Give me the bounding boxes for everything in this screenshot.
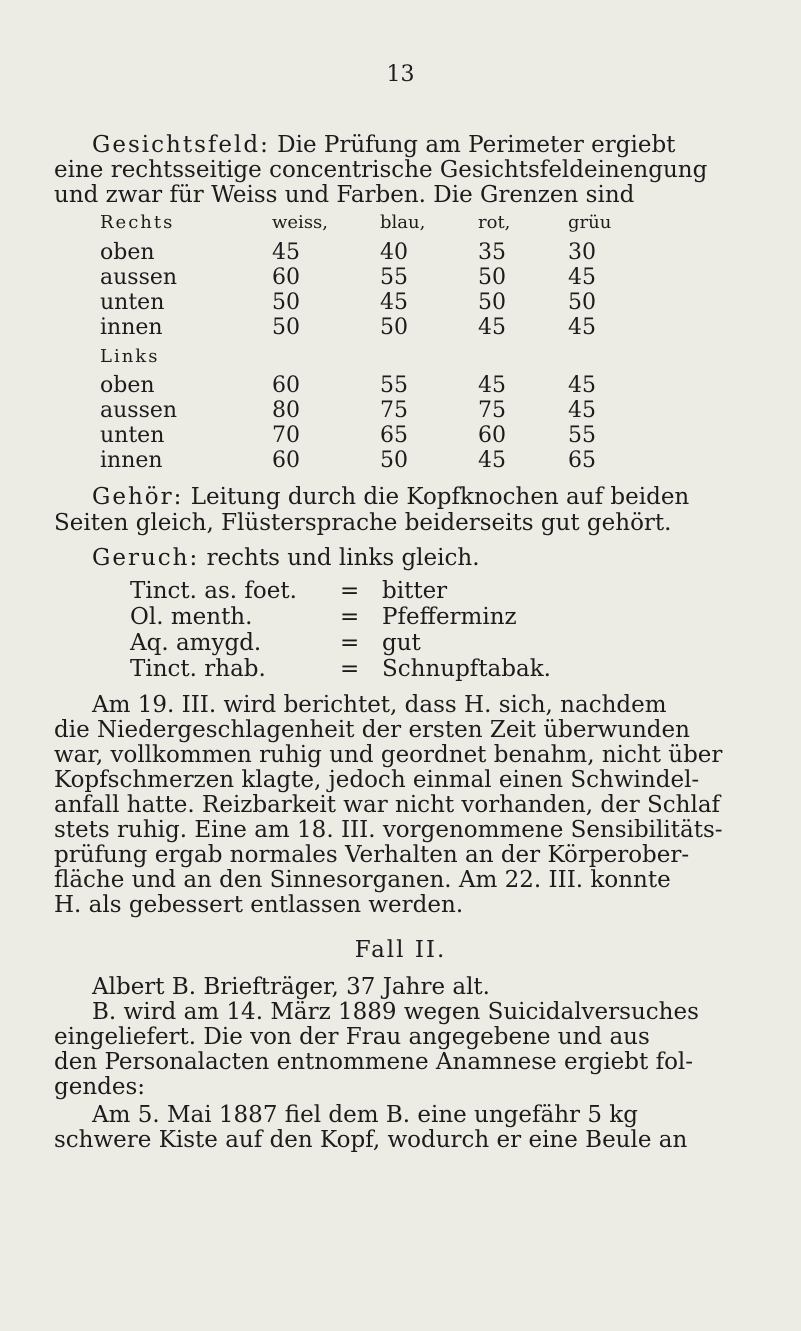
links-label: Links (100, 346, 160, 367)
paragraph1-line: Am 19. III. wird berichtet, dass H. sich, nachdem (92, 692, 667, 718)
gesichtsfeld-heading: Gesichtsfeld: (92, 132, 270, 158)
cell: 55 (568, 423, 596, 448)
cell: 35 (478, 240, 506, 265)
gesichtsfeld-line-2: eine rechtsseitige concentrische Gesichtsfeldeinengung (54, 157, 708, 183)
cell: 50 (478, 290, 506, 315)
geruch-text: rechts und links gleich. (206, 545, 480, 571)
paragraph2-line: den Personalacten entnommene Anamnese ergiebt fol- (54, 1049, 694, 1075)
table-row (100, 448, 660, 478)
row-label: innen (100, 315, 163, 340)
cell: 45 (478, 315, 506, 340)
cell: 45 (568, 398, 596, 423)
cell: 75 (478, 398, 506, 423)
equals-sign: = (340, 578, 360, 604)
cell: 50 (380, 315, 408, 340)
row-label: oben (100, 373, 155, 398)
paragraph2-line: eingeliefert. Die von der Frau angegebene und aus (54, 1024, 650, 1050)
paragraph2-line: schwere Kiste auf den Kopf, wodurch er eine Beule an (54, 1127, 688, 1153)
cell: 75 (380, 398, 408, 423)
cell: 70 (272, 423, 300, 448)
paragraph1-line: prüfung ergab normales Verhalten an der Körperober- (54, 842, 690, 868)
cell: 45 (568, 315, 596, 340)
row-label: innen (100, 448, 163, 473)
links-header-row (100, 346, 660, 376)
geruch-heading: Geruch: (92, 545, 200, 571)
table-header-row (100, 212, 660, 242)
cell: 45 (478, 448, 506, 473)
gesichtsfeld-text: Die Prüfung am Perimeter ergiebt (277, 132, 676, 158)
cell: 50 (272, 315, 300, 340)
page-number: 13 (386, 62, 415, 87)
paragraph2-line: gendes: (54, 1074, 146, 1100)
cell: 55 (380, 265, 408, 290)
geruch-substance: Ol. menth. (130, 604, 253, 630)
cell: 45 (380, 290, 408, 315)
paragraph2-line: B. wird am 14. März 1889 wegen Suicidalversuches (92, 999, 699, 1025)
paragraph2-line: Albert B. Briefträger, 37 Jahre alt. (92, 974, 490, 1000)
gehoer-line-2: Seiten gleich, Flüstersprache beiderseits gut gehört. (54, 510, 672, 536)
cell: 65 (380, 423, 408, 448)
table-row (100, 315, 660, 345)
gehoer-text: Leitung durch die Kopfknochen auf beiden (190, 484, 690, 510)
row-label: oben (100, 240, 155, 265)
cell: 45 (272, 240, 300, 265)
cell: 55 (380, 373, 408, 398)
geruch-result: Pfefferminz (382, 604, 517, 630)
column-header: weiss, (272, 212, 329, 233)
gehoer-heading: Gehör: (92, 484, 184, 510)
cell: 50 (568, 290, 596, 315)
row-label: unten (100, 290, 165, 315)
paragraph1-line: war, vollkommen ruhig und geordnet benahm, nicht über (54, 742, 723, 768)
case-heading: Fall II. (354, 937, 447, 963)
gesichtsfeld-line-3: und zwar für Weiss und Farben. Die Grenzen sind (54, 182, 635, 208)
cell: 45 (568, 373, 596, 398)
row-label: aussen (100, 265, 178, 290)
paragraph1-line: fläche und an den Sinnesorganen. Am 22. III. konnte (54, 867, 671, 893)
cell: 60 (272, 373, 300, 398)
geruch-substance: Tinct. as. foet. (130, 578, 297, 604)
row-label: aussen (100, 398, 178, 423)
paragraph1-line: H. als gebessert entlassen werden. (54, 892, 464, 918)
geruch-result: gut (382, 630, 421, 656)
cell: 40 (380, 240, 408, 265)
geruch-line (92, 543, 480, 573)
cell: 50 (272, 290, 300, 315)
cell: 80 (272, 398, 300, 423)
rechts-label: Rechts (100, 212, 175, 233)
equals-sign: = (340, 656, 360, 682)
cell: 45 (568, 265, 596, 290)
column-header: blau, (380, 212, 426, 233)
cell: 30 (568, 240, 596, 265)
paragraph1-line: Kopfschmerzen klagte, jedoch einmal einen Schwindel- (54, 767, 700, 793)
paragraph1-line: die Niedergeschlagenheit der ersten Zeit überwunden (54, 717, 690, 743)
geruch-result: bitter (382, 578, 448, 604)
column-header: rot, (478, 212, 511, 233)
geruch-substance: Tinct. rhab. (130, 656, 266, 682)
equals-sign: = (340, 604, 360, 630)
paragraph2-line: Am 5. Mai 1887 fiel dem B. eine ungefähr 5 kg (92, 1102, 638, 1128)
row-label: unten (100, 423, 165, 448)
equals-sign: = (340, 630, 360, 656)
cell: 45 (478, 373, 506, 398)
geruch-result: Schnupftabak. (382, 656, 551, 682)
paragraph1-line: stets ruhig. Eine am 18. III. vorgenommene Sensibilitäts- (54, 817, 723, 843)
cell: 50 (478, 265, 506, 290)
cell: 60 (272, 265, 300, 290)
column-header: grüu (568, 212, 612, 233)
cell: 50 (380, 448, 408, 473)
geruch-substance: Aq. amygd. (130, 630, 262, 656)
cell: 60 (272, 448, 300, 473)
paragraph1-line: anfall hatte. Reizbarkeit war nicht vorhanden, der Schlaf (54, 792, 721, 818)
cell: 65 (568, 448, 596, 473)
cell: 60 (478, 423, 506, 448)
